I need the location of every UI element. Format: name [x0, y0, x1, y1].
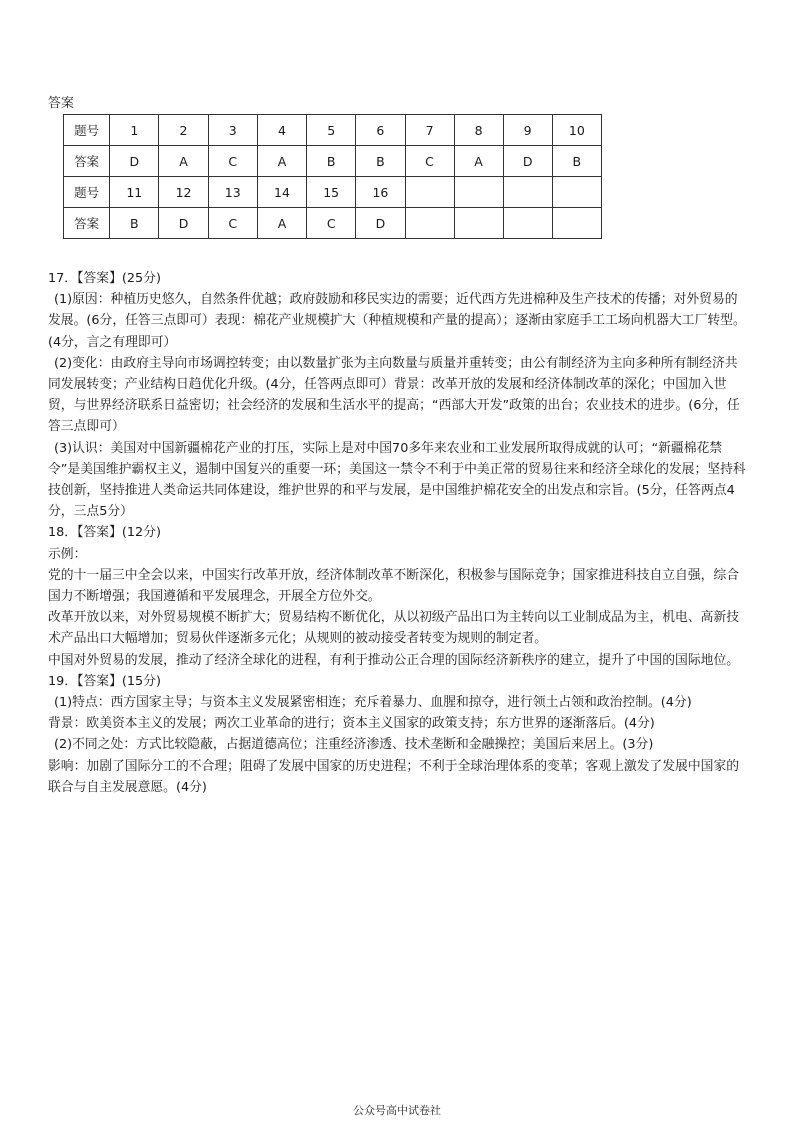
table-cell: D: [503, 146, 552, 177]
row-label: 题号: [64, 115, 110, 146]
q17-heading: 17．【答案】(25分): [48, 271, 161, 286]
table-cell: C: [208, 208, 257, 239]
table-cell: 4: [257, 115, 306, 146]
table-cell: D: [356, 208, 405, 239]
q18-heading: 18．【答案】(12分): [48, 525, 161, 541]
table-cell: 12: [159, 177, 208, 208]
table-cell: 10: [552, 115, 601, 146]
table-cell: C: [307, 208, 356, 239]
q19-part2: (2)不同之处：方式比较隐蔽，占据道德高位；注重经济渗透、技术垄断和金融操控；美国后来居上。(3分): [54, 737, 654, 753]
table-row: [64, 208, 602, 239]
q19-background: 背景：欧美资本主义的发展；两次工业革命的进行；资本主义国家的政策支持；东方世界的逐渐落后。(4分): [48, 716, 655, 732]
table-cell: 14: [257, 177, 306, 208]
table-cell: B: [552, 146, 601, 177]
table-cell: 3: [208, 115, 257, 146]
q19-heading: 19．【答案】(15分): [48, 673, 161, 689]
table-row: [64, 146, 602, 177]
answers-heading: 答案: [48, 96, 75, 111]
table-cell: [454, 208, 503, 239]
table-cell: [503, 208, 552, 239]
table-cell: 13: [208, 177, 257, 208]
q18-example-label: 示例：: [48, 546, 87, 562]
table-row: [64, 177, 602, 208]
table-cell: 16: [356, 177, 405, 208]
q17-part1: (1)原因：种植历史悠久，自然条件优越；政府鼓励和移民实边的需要；近代西方先进棉种及生产技术的传播；对外贸易的发展。(6分，任答三点即可）表现：棉花产业规模扩大（种植规模和产量的提高）；逐渐由家庭手工工场向机器大工厂转型。(4分，言之有理即可）: [48, 292, 746, 350]
table-row: [64, 115, 602, 146]
answer-text: [48, 268, 748, 798]
table-cell: [405, 208, 454, 239]
table-cell: [503, 177, 552, 208]
table-cell: D: [110, 146, 159, 177]
q17-part2: (2)变化：由政府主导向市场调控转变；由以数量扩张为主向数量与质量并重转变；由公有制经济为主向多种所有制经济共同发展转变；产业结构日趋优化升级。(4分，任答两点即可）背景：改革开放的发展和经济体制改革的深化；中国加入世贸，与世界经济联系日益密切；社会经济的发展和生活水平的提高；“西部大开发”政策的出台；农业技术的进步。(6分，任答三点即可）: [48, 355, 740, 435]
table-cell: A: [159, 146, 208, 177]
table-cell: A: [454, 146, 503, 177]
table-cell: 2: [159, 115, 208, 146]
table-cell: [405, 177, 454, 208]
row-label: 题号: [64, 177, 110, 208]
q18-para2: 改革开放以来，对外贸易规模不断扩大；贸易结构不断优化，从以初级产品出口为主转向以工业制成品为主，机电、高新技术产品出口大幅增加；贸易伙伴逐渐多元化；从规则的被动接受者转变为规则的制定者。: [48, 610, 740, 647]
table-cell: 11: [110, 177, 159, 208]
table-cell: B: [356, 146, 405, 177]
table-cell: 9: [503, 115, 552, 146]
table-cell: B: [110, 208, 159, 239]
q19-part1: (1)特点：西方国家主导；与资本主义发展紧密相连；充斥着暴力、血腥和掠夺，进行领土占领和政治控制。(4分): [54, 695, 692, 711]
table-cell: A: [257, 146, 306, 177]
q19-impact: 影响：加剧了国际分工的不合理；阻碍了发展中国家的历史进程；不利于全球治理体系的变革；客观上激发了发展中国家的联合与自主发展意愿。(4分): [48, 758, 740, 795]
q17-part3: (3)认识：美国对中国新疆棉花产业的打压，实际上是对中国70多年来农业和工业发展所取得成就的认可；“新疆棉花禁令”是美国维护霸权主义，遏制中国复兴的重要一环；美国这一禁令不利于中美正常的贸易往来和经济全球化的发展；坚持科技创新，坚持推进人类命运共同体建设，维护世界的和平与发展，是中国维护棉花安全的出发点和宗旨。(5分，任答两点4分，三点5分）: [48, 440, 746, 520]
table-cell: B: [307, 146, 356, 177]
table-cell: [552, 177, 601, 208]
table-cell: C: [405, 146, 454, 177]
table-cell: 8: [454, 115, 503, 146]
table-cell: [552, 208, 601, 239]
table-cell: 15: [307, 177, 356, 208]
footer-source: 公众号高中试卷社: [353, 1104, 441, 1117]
answer-table: [63, 114, 602, 239]
table-cell: 6: [356, 115, 405, 146]
table-cell: 1: [110, 115, 159, 146]
table-cell: A: [257, 208, 306, 239]
table-cell: 5: [307, 115, 356, 146]
q18-para3: 中国对外贸易的发展，推动了经济全球化的进程，有利于推动公正合理的国际经济新秩序的建立，提升了中国的国际地位。: [48, 652, 740, 668]
q18-para1: 党的十一届三中全会以来，中国实行改革开放，经济体制改革不断深化，积极参与国际竞争；国家推进科技自立自强，综合国力不断增强；我国遵循和平发展理念，开展全方位外交。: [48, 567, 740, 605]
row-label: 答案: [64, 146, 110, 177]
table-cell: C: [208, 146, 257, 177]
table-cell: 7: [405, 115, 454, 146]
row-label: 答案: [64, 208, 110, 239]
table-cell: D: [159, 208, 208, 239]
table-cell: [454, 177, 503, 208]
